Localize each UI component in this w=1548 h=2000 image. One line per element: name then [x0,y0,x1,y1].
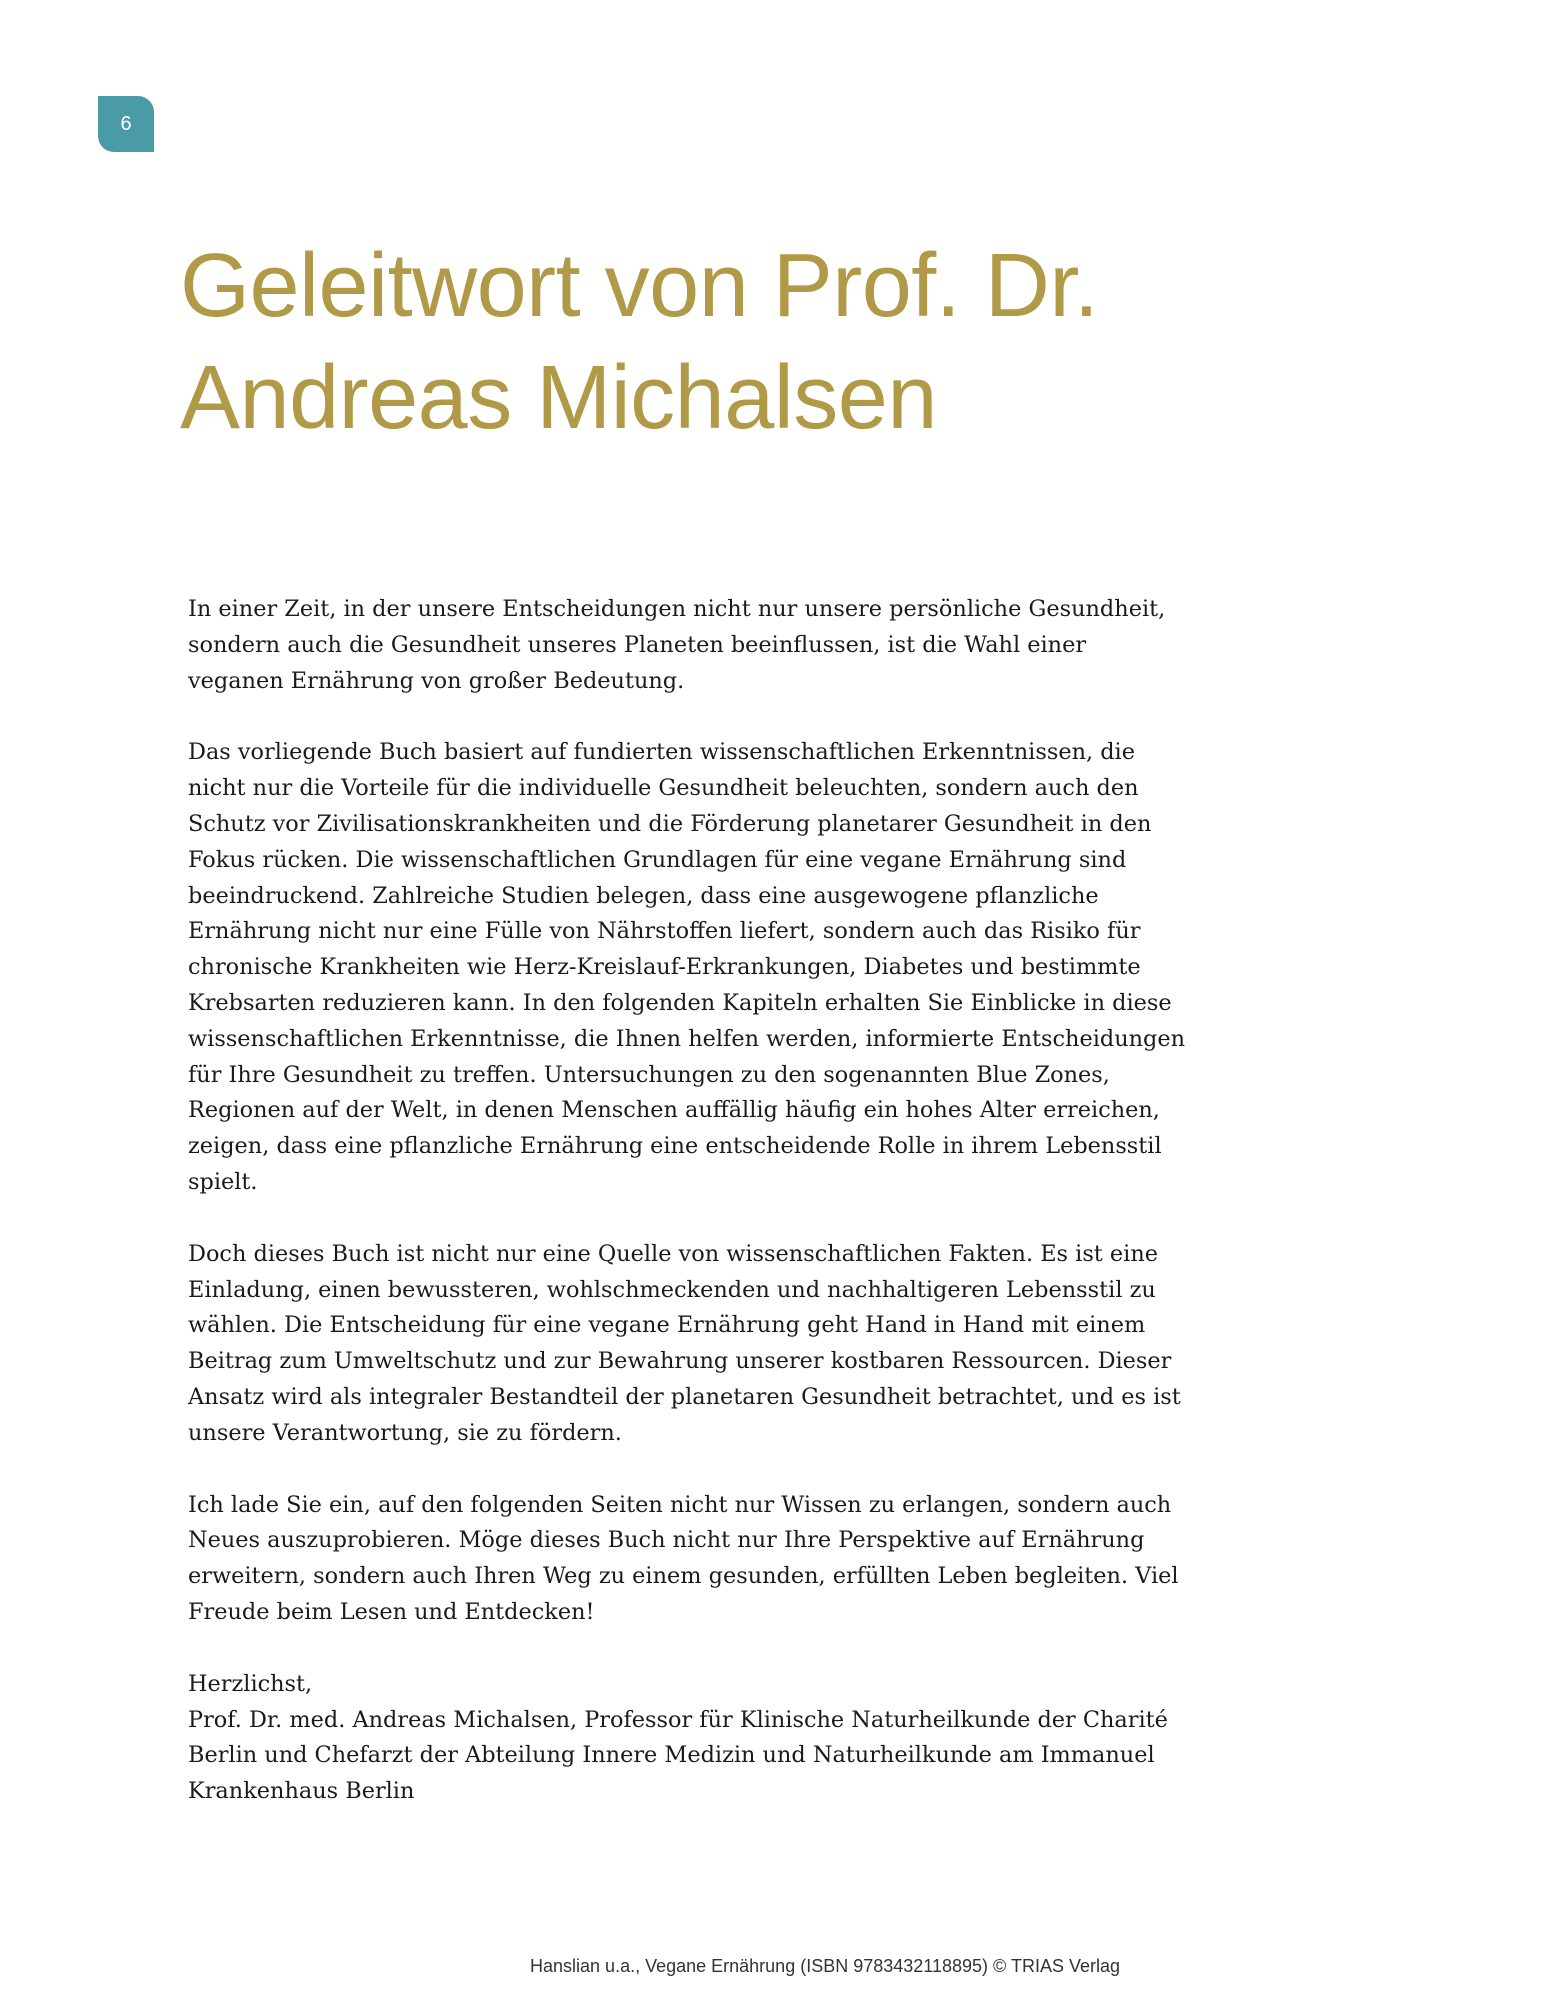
signoff-greeting: Herzlichst, [188,1670,313,1697]
paragraph-2: Das vorliegende Buch basiert auf fundierten wissenschaftlichen Erkenntnissen, die nicht nur die Vorteile für die individuelle Gesundheit beleuchten, sondern auch den Schutz vor Zivilisationskrankheiten und die Förderung planetarer Gesundheit in den Fokus rücken. Die wissenschaftlichen Grundlagen für eine vegane Ernährung sind beeindruckend. Zahlreiche Studien belegen, dass eine ausgewogene pflanzliche Ernährung nicht nur eine Fülle von Nährstoffen liefert, sondern auch das Risiko für chronische Krankheiten wie Herz-Kreislauf-Erkrankungen, Diabetes und bestimmte Krebsarten reduzieren kann. In den folgenden Kapiteln erhalten Sie Einblicke in diese wissenschaftlichen Erkenntnisse, die Ihnen helfen werden, informierte Entscheidungen für Ihre Gesundheit zu treffen. Untersuchungen zu den sogenannten Blue Zones, Regionen auf der Welt, in denen Menschen auffällig häufig ein hohes Alter erreichen, zeigen, dass eine pflanzliche Ernährung eine entscheidende Rolle in ihrem Lebensstil spielt. [188,739,1186,1195]
paragraph-4: Ich lade Sie ein, auf den folgenden Seiten nicht nur Wissen zu erlangen, sondern auch Neues auszuprobieren. Möge dieses Buch nicht nur Ihre Perspektive auf Ernährung erweitern, sondern auch Ihren Weg zu einem gesunden, erfüllten Leben begleiten. Viel Freude beim Lesen und Entdecken! [188,1491,1179,1625]
page-number: 6 [120,112,132,135]
signoff-signature: Prof. Dr. med. Andreas Michalsen, Professor für Klinische Naturheilkunde der Charité Berlin und Chefarzt der Abteilung Innere Medizin und Naturheilkunde am Immanuel Krankenhaus Berlin [188,1706,1168,1805]
footer-citation: Hanslian u.a., Vegane Ernährung (ISBN 9783432118895) © TRIAS Verlag [530,1956,1120,1976]
paragraph-3: Doch dieses Buch ist nicht nur eine Quelle von wissenschaftlichen Fakten. Es ist eine Einladung, einen bewussteren, wohlschmeckenden und nachhaltigeren Lebensstil zu wählen. Die Entscheidung für eine vegane Ernährung geht Hand in Hand mit einem Beitrag zum Umweltschutz und zur Bewahrung unserer kostbaren Ressourcen. Dieser Ansatz wird als integraler Bestandteil der planetaren Gesundheit betrachtet, und es ist unsere Verantwortung, sie zu fördern. [188,1240,1181,1446]
page-number-badge [98,96,154,152]
signoff [188,1667,1188,1810]
foreword-body [188,592,1188,1810]
page-footer [0,1956,1376,1977]
page-title: Geleitwort von Prof. Dr. Andreas Michalsen [180,236,1099,448]
paragraph-1: In einer Zeit, in der unsere Entscheidungen nicht nur unsere persönliche Gesundheit, sondern auch die Gesundheit unseres Planeten beeinflussen, ist die Wahl einer veganen Ernährung von großer Bedeutung. [188,596,1166,694]
